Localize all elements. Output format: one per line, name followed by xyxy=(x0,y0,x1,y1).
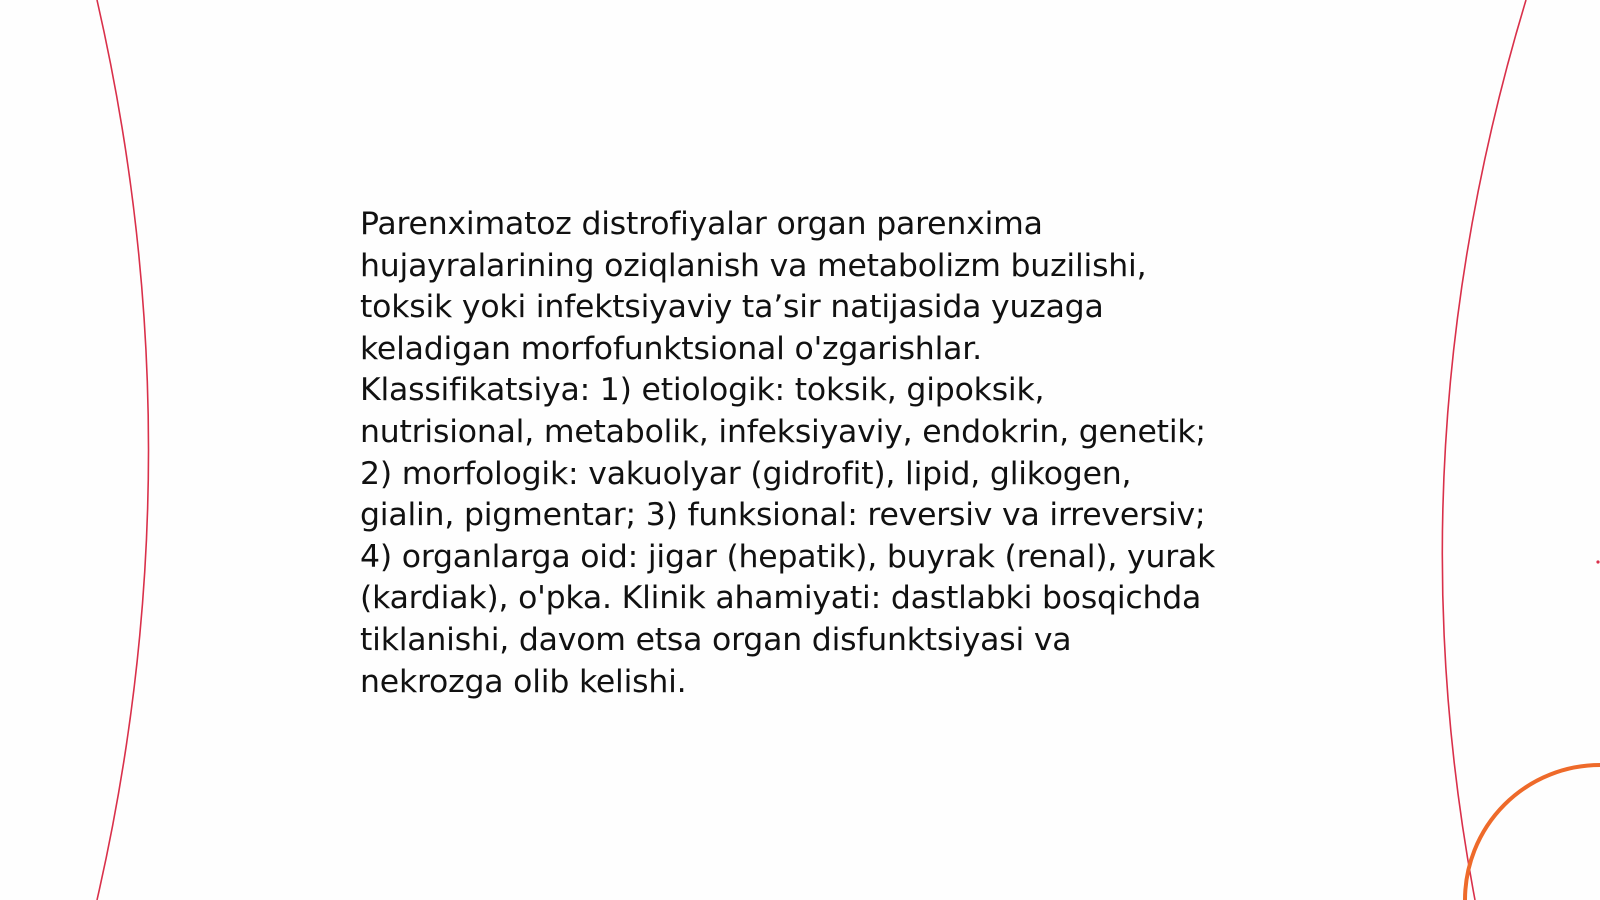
left-curve-line xyxy=(97,0,149,900)
slide-body-text: Parenximatoz distrofiyalar organ parenxima hujayralarining oziqlanish va metabolizm buzilishi, toksik yoki infektsiyaviy ta’sir natijasida yuzaga keladigan morfofunktsional o'zgarishlar. Klassifikatsiya: 1) etiologik: toksik, gipoksik, nutrisional, metabolik, infeksiyaviy, endokrin, genetik; 2) morfologik: vakuolyar (gidrofit), lipid, glikogen, gialin, pigmentar; 3) funksional: reversiv va irreversiv; 4) organlarga oid: jigar (hepatik), buyrak (renal), yurak (kardiak), o'pka. Klinik ahamiyati: dastlabki bosqichda tiklanishi, davom etsa organ disfunktsiyasi va nekrozga olib kelishi. xyxy=(360,206,1216,700)
orange-arc xyxy=(1465,765,1600,900)
right-curve-line xyxy=(1442,0,1526,900)
right-edge-dot xyxy=(1596,560,1599,563)
